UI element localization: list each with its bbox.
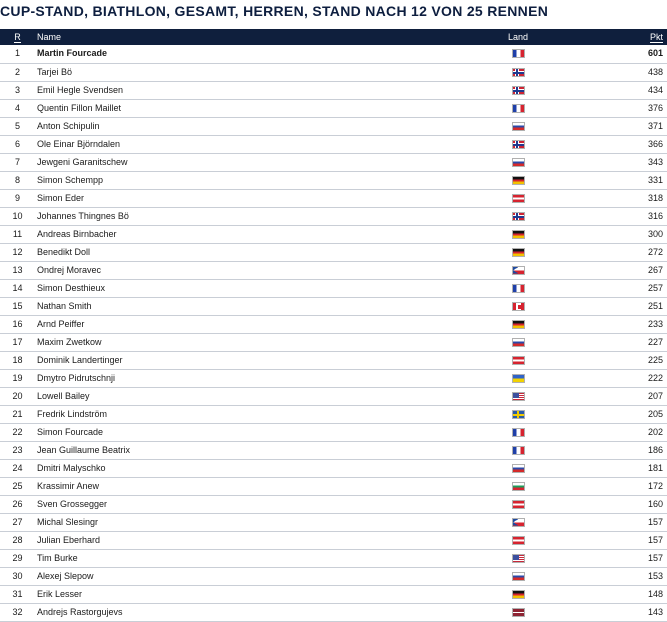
country-cell [495, 567, 541, 585]
rank-cell: 25 [12, 480, 23, 491]
spacer-cell [541, 261, 637, 279]
athlete-name: Jean Guillaume Beatrix [37, 444, 131, 455]
points-cell: 160 [647, 498, 663, 509]
spacer-cell [541, 423, 637, 441]
rank-cell: 27 [12, 516, 23, 527]
table-row[interactable] [0, 333, 667, 351]
points-cell: 257 [647, 282, 663, 293]
spacer-cell [541, 117, 637, 135]
country-cell [495, 387, 541, 405]
table-body [0, 45, 667, 621]
athlete-name: Fredrik Lindström [37, 408, 108, 419]
athlete-name: Simon Desthieux [37, 282, 106, 293]
table-row[interactable] [0, 63, 667, 81]
spacer-cell [541, 225, 637, 243]
flag-icon-nor [512, 140, 525, 149]
athlete-name: Nathan Smith [37, 300, 92, 311]
country-cell [495, 297, 541, 315]
rank-cell: 20 [12, 390, 23, 401]
table-row[interactable] [0, 171, 667, 189]
points-cell: 205 [647, 408, 663, 419]
rank-header-label: R [14, 32, 21, 42]
spacer-cell [541, 387, 637, 405]
points-cell: 157 [647, 516, 663, 527]
points-cell: 207 [647, 390, 663, 401]
table-row[interactable] [0, 297, 667, 315]
country-cell [495, 261, 541, 279]
column-header-rank[interactable] [0, 29, 35, 45]
table-row[interactable] [0, 261, 667, 279]
spacer-cell [541, 207, 637, 225]
points-cell: 227 [647, 336, 663, 347]
rank-cell: 5 [14, 120, 20, 131]
rank-cell: 18 [12, 354, 23, 365]
column-header-name[interactable] [35, 29, 495, 45]
rank-cell: 21 [12, 408, 23, 419]
country-cell [495, 81, 541, 99]
flag-icon-rus [512, 464, 525, 473]
rank-cell: 6 [14, 138, 20, 149]
spacer-cell [541, 189, 637, 207]
table-row[interactable] [0, 207, 667, 225]
flag-icon-usa [512, 392, 525, 401]
table-row[interactable] [0, 243, 667, 261]
country-cell [495, 549, 541, 567]
country-cell [495, 459, 541, 477]
spacer-cell [541, 567, 637, 585]
athlete-name: Jewgeni Garanitschew [37, 156, 128, 167]
flag-icon-nor [512, 68, 525, 77]
spacer-cell [541, 63, 637, 81]
spacer-cell [541, 81, 637, 99]
rank-cell: 28 [12, 534, 23, 545]
standings-table [0, 29, 667, 622]
athlete-name: Tim Burke [37, 552, 78, 563]
points-cell: 267 [647, 264, 663, 275]
flag-icon-ger [512, 248, 525, 257]
points-cell: 371 [647, 120, 663, 131]
rank-cell: 26 [12, 498, 23, 509]
rank-cell: 1 [14, 48, 20, 59]
flag-icon-rus [512, 122, 525, 131]
points-cell: 300 [647, 228, 663, 239]
athlete-name: Michal Slesingr [37, 516, 99, 527]
country-cell [495, 153, 541, 171]
table-row[interactable] [0, 477, 667, 495]
country-cell [495, 405, 541, 423]
points-cell: 331 [647, 174, 663, 185]
table-row[interactable] [0, 423, 667, 441]
spacer-cell [541, 459, 637, 477]
athlete-name: Andreas Birnbacher [37, 228, 117, 239]
spacer-cell [541, 369, 637, 387]
name-header-label: Name [37, 32, 62, 42]
athlete-name: Dmytro Pidrutschnji [37, 372, 116, 383]
rank-cell: 13 [12, 264, 23, 275]
spacer-cell [541, 405, 637, 423]
spacer-cell [541, 477, 637, 495]
athlete-name: Alexej Slepow [37, 570, 94, 581]
rank-cell: 16 [12, 318, 23, 329]
athlete-name: Sven Grossegger [37, 498, 108, 509]
rank-cell: 3 [14, 84, 20, 95]
land-header-label: Land [507, 32, 529, 42]
athlete-name: Lowell Bailey [37, 390, 90, 401]
spacer-cell [541, 297, 637, 315]
country-cell [495, 531, 541, 549]
country-cell [495, 243, 541, 261]
flag-icon-ger [512, 176, 525, 185]
country-cell [495, 369, 541, 387]
spacer-cell [541, 531, 637, 549]
country-cell [495, 207, 541, 225]
spacer-cell [541, 495, 637, 513]
flag-icon-rus [512, 158, 525, 167]
country-cell [495, 477, 541, 495]
points-cell: 376 [647, 102, 663, 113]
flag-icon-aut [512, 536, 525, 545]
athlete-name: Arnd Peiffer [37, 318, 85, 329]
flag-icon-ger [512, 590, 525, 599]
points-cell: 366 [647, 138, 663, 149]
table-row[interactable] [0, 99, 667, 117]
country-cell [495, 513, 541, 531]
points-cell: 157 [647, 552, 663, 563]
table-row[interactable] [0, 531, 667, 549]
points-header-label: Pkt [649, 32, 663, 42]
country-cell [495, 135, 541, 153]
header-row [0, 29, 667, 45]
flag-icon-nor [512, 86, 525, 95]
country-cell [495, 45, 541, 63]
points-cell: 181 [647, 462, 663, 473]
table-row[interactable] [0, 567, 667, 585]
country-cell [495, 585, 541, 603]
athlete-name: Andrejs Rastorgujevs [37, 606, 123, 617]
rank-cell: 29 [12, 552, 23, 563]
spacer-cell [541, 603, 637, 621]
rank-cell: 14 [12, 282, 23, 293]
table-row[interactable] [0, 387, 667, 405]
table-row[interactable] [0, 585, 667, 603]
points-cell: 186 [647, 444, 663, 455]
points-cell: 233 [647, 318, 663, 329]
table-row[interactable] [0, 549, 667, 567]
rank-cell: 10 [12, 210, 23, 221]
points-cell: 225 [647, 354, 663, 365]
flag-icon-fra [512, 49, 525, 58]
table-row[interactable] [0, 315, 667, 333]
flag-icon-fra [512, 284, 525, 293]
flag-icon-lat [512, 608, 525, 617]
athlete-name: Anton Schipulin [37, 120, 100, 131]
flag-icon-fra [512, 446, 525, 455]
athlete-name: Dominik Landertinger [37, 354, 123, 365]
flag-icon-nor [512, 212, 525, 221]
flag-icon-swe [512, 410, 525, 419]
athlete-name: Ole Einar Björndalen [37, 138, 121, 149]
points-cell: 202 [647, 426, 663, 437]
country-cell [495, 279, 541, 297]
country-cell [495, 441, 541, 459]
rank-cell: 7 [14, 156, 20, 167]
points-cell: 172 [647, 480, 663, 491]
athlete-name: Krassimir Anew [37, 480, 100, 491]
points-cell: 316 [647, 210, 663, 221]
flag-icon-ukr [512, 374, 525, 383]
flag-icon-aut [512, 194, 525, 203]
spacer-cell [541, 135, 637, 153]
spacer-cell [541, 315, 637, 333]
country-cell [495, 495, 541, 513]
points-cell: 438 [647, 66, 663, 77]
spacer-cell [541, 549, 637, 567]
athlete-name: Benedikt Doll [37, 246, 91, 257]
spacer-cell [541, 243, 637, 261]
spacer-cell [541, 513, 637, 531]
spacer-cell [541, 45, 637, 63]
table-header [0, 29, 667, 45]
athlete-name: Emil Hegle Svendsen [37, 84, 124, 95]
points-cell: 272 [647, 246, 663, 257]
rank-cell: 24 [12, 462, 23, 473]
table-row[interactable] [0, 513, 667, 531]
points-cell: 601 [647, 48, 663, 59]
rank-cell: 22 [12, 426, 23, 437]
spacer-cell [541, 333, 637, 351]
rank-cell: 32 [12, 606, 23, 617]
table-row[interactable] [0, 405, 667, 423]
country-cell [495, 423, 541, 441]
points-cell: 222 [647, 372, 663, 383]
spacer-cell [541, 153, 637, 171]
table-row[interactable] [0, 135, 667, 153]
table-row[interactable] [0, 351, 667, 369]
country-cell [495, 63, 541, 81]
spacer-cell [541, 441, 637, 459]
athlete-name: Tarjei Bö [37, 66, 73, 77]
points-cell: 153 [647, 570, 663, 581]
flag-icon-usa [512, 554, 525, 563]
athlete-name: Julian Eberhard [37, 534, 101, 545]
flag-icon-can [512, 302, 525, 311]
spacer-cell [541, 279, 637, 297]
rank-cell: 19 [12, 372, 23, 383]
table-row[interactable] [0, 45, 667, 63]
table-row[interactable] [0, 153, 667, 171]
column-header-land[interactable] [495, 29, 541, 45]
table-row[interactable] [0, 279, 667, 297]
points-cell: 434 [647, 84, 663, 95]
athlete-name: Simon Eder [37, 192, 85, 203]
table-row[interactable] [0, 81, 667, 99]
points-cell: 318 [647, 192, 663, 203]
flag-icon-aut [512, 356, 525, 365]
points-cell: 143 [647, 606, 663, 617]
rank-cell: 8 [14, 174, 20, 185]
flag-icon-fra [512, 104, 525, 113]
athlete-name: Simon Fourcade [37, 426, 104, 437]
rank-cell: 15 [12, 300, 23, 311]
country-cell [495, 225, 541, 243]
spacer-cell [541, 171, 637, 189]
athlete-name: Simon Schempp [37, 174, 104, 185]
table-row[interactable] [0, 603, 667, 621]
flag-icon-fra [512, 428, 525, 437]
country-cell [495, 99, 541, 117]
table-row[interactable] [0, 189, 667, 207]
athlete-name: Ondrej Moravec [37, 264, 102, 275]
table-row[interactable] [0, 369, 667, 387]
flag-icon-rus [512, 572, 525, 581]
rank-cell: 12 [12, 246, 23, 257]
rank-cell: 17 [12, 336, 23, 347]
rank-cell: 11 [12, 228, 23, 239]
table-row[interactable] [0, 117, 667, 135]
flag-icon-rus [512, 338, 525, 347]
rank-cell: 31 [12, 588, 23, 599]
athlete-name: Quentin Fillon Maillet [37, 102, 122, 113]
column-header-spacer [541, 29, 637, 45]
country-cell [495, 171, 541, 189]
country-cell [495, 603, 541, 621]
country-cell [495, 333, 541, 351]
flag-icon-bul [512, 482, 525, 491]
spacer-cell [541, 585, 637, 603]
rank-cell: 9 [14, 192, 20, 203]
athlete-name: Johannes Thingnes Bö [37, 210, 129, 221]
points-cell: 157 [647, 534, 663, 545]
country-cell [495, 117, 541, 135]
country-cell [495, 189, 541, 207]
spacer-cell [541, 351, 637, 369]
rank-cell: 2 [14, 66, 20, 77]
flag-icon-cze [512, 266, 525, 275]
points-cell: 251 [647, 300, 663, 311]
table-row[interactable] [0, 495, 667, 513]
athlete-name: Dmitri Malyschko [37, 462, 106, 473]
table-row[interactable] [0, 225, 667, 243]
rank-cell: 4 [14, 102, 20, 113]
flag-icon-ger [512, 230, 525, 239]
athlete-name: Martin Fourcade [37, 48, 108, 59]
rank-cell: 23 [12, 444, 23, 455]
spacer-cell [541, 99, 637, 117]
points-cell: 148 [647, 588, 663, 599]
rank-cell: 30 [12, 570, 23, 581]
flag-icon-cze [512, 518, 525, 527]
athlete-name: Erik Lesser [37, 588, 83, 599]
page-title: CUP-STAND, BIATHLON, GESAMT, HERREN, STAND NACH 12 VON 25 RENNEN [0, 3, 549, 19]
table-row[interactable] [0, 441, 667, 459]
column-header-points[interactable] [637, 29, 667, 45]
table-row[interactable] [0, 459, 667, 477]
athlete-name: Maxim Zwetkow [37, 336, 102, 347]
flag-icon-ger [512, 320, 525, 329]
points-cell: 343 [647, 156, 663, 167]
country-cell [495, 351, 541, 369]
country-cell [495, 315, 541, 333]
flag-icon-aut [512, 500, 525, 509]
